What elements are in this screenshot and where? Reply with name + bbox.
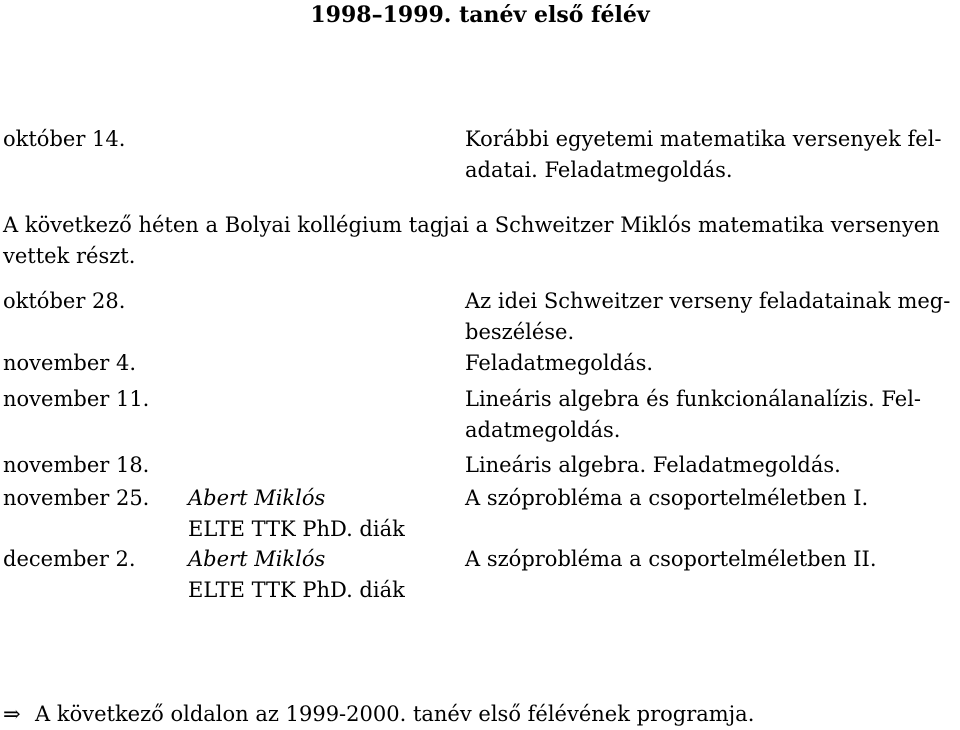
notice-paragraph [3, 210, 958, 272]
topic-line: Az idei Schweitzer verseny feladatainak meg- [465, 289, 951, 313]
speaker-affiliation: ELTE TTK PhD. diák [188, 578, 405, 602]
speaker-name: Abert Miklós [188, 547, 326, 571]
schedule-speaker [188, 483, 405, 545]
speaker-affiliation: ELTE TTK PhD. diák [188, 517, 405, 541]
schedule-date: október 14. [3, 127, 126, 151]
schedule-date: november 4. [3, 351, 136, 375]
speaker-name: Abert Miklós [188, 486, 326, 510]
schedule-topic [465, 483, 955, 514]
schedule-topic [465, 544, 955, 575]
footer-text: A következő oldalon az 1999-2000. tanév első félévének programja. [35, 702, 755, 726]
topic-line: adatai. Feladatmegoldás. [465, 158, 733, 182]
topic-line: A szóprobléma a csoportelméletben II. [465, 547, 877, 571]
schedule-topic [465, 450, 955, 481]
footer-note [3, 699, 754, 730]
notice-line: A következő héten a Bolyai kollégium tagjai a Schweitzer Miklós matematika versenyen [3, 213, 940, 237]
schedule-topic [465, 286, 955, 348]
schedule-topic [465, 384, 955, 446]
topic-line: adatmegoldás. [465, 418, 621, 442]
topic-line: beszélése. [465, 320, 575, 344]
schedule-topic [465, 348, 955, 379]
schedule-date: december 2. [3, 547, 136, 571]
topic-line: Feladatmegoldás. [465, 351, 654, 375]
schedule-topic [465, 124, 955, 186]
double-arrow-icon: ⇒ [3, 702, 21, 726]
schedule-date: november 11. [3, 387, 150, 411]
topic-line: Lineáris algebra. Feladatmegoldás. [465, 453, 841, 477]
topic-line: Lineáris algebra és funkcionálanalízis. Fel- [465, 387, 922, 411]
schedule-date: október 28. [3, 289, 126, 313]
schedule-date: november 25. [3, 486, 150, 510]
topic-line: Korábbi egyetemi matematika versenyek fel- [465, 127, 942, 151]
schedule-speaker [188, 544, 405, 606]
page-title: 1998–1999. tanév első félév [310, 2, 650, 28]
topic-line: A szóprobléma a csoportelméletben I. [465, 486, 869, 510]
schedule-date: november 18. [3, 453, 150, 477]
notice-line: vettek részt. [3, 244, 136, 268]
